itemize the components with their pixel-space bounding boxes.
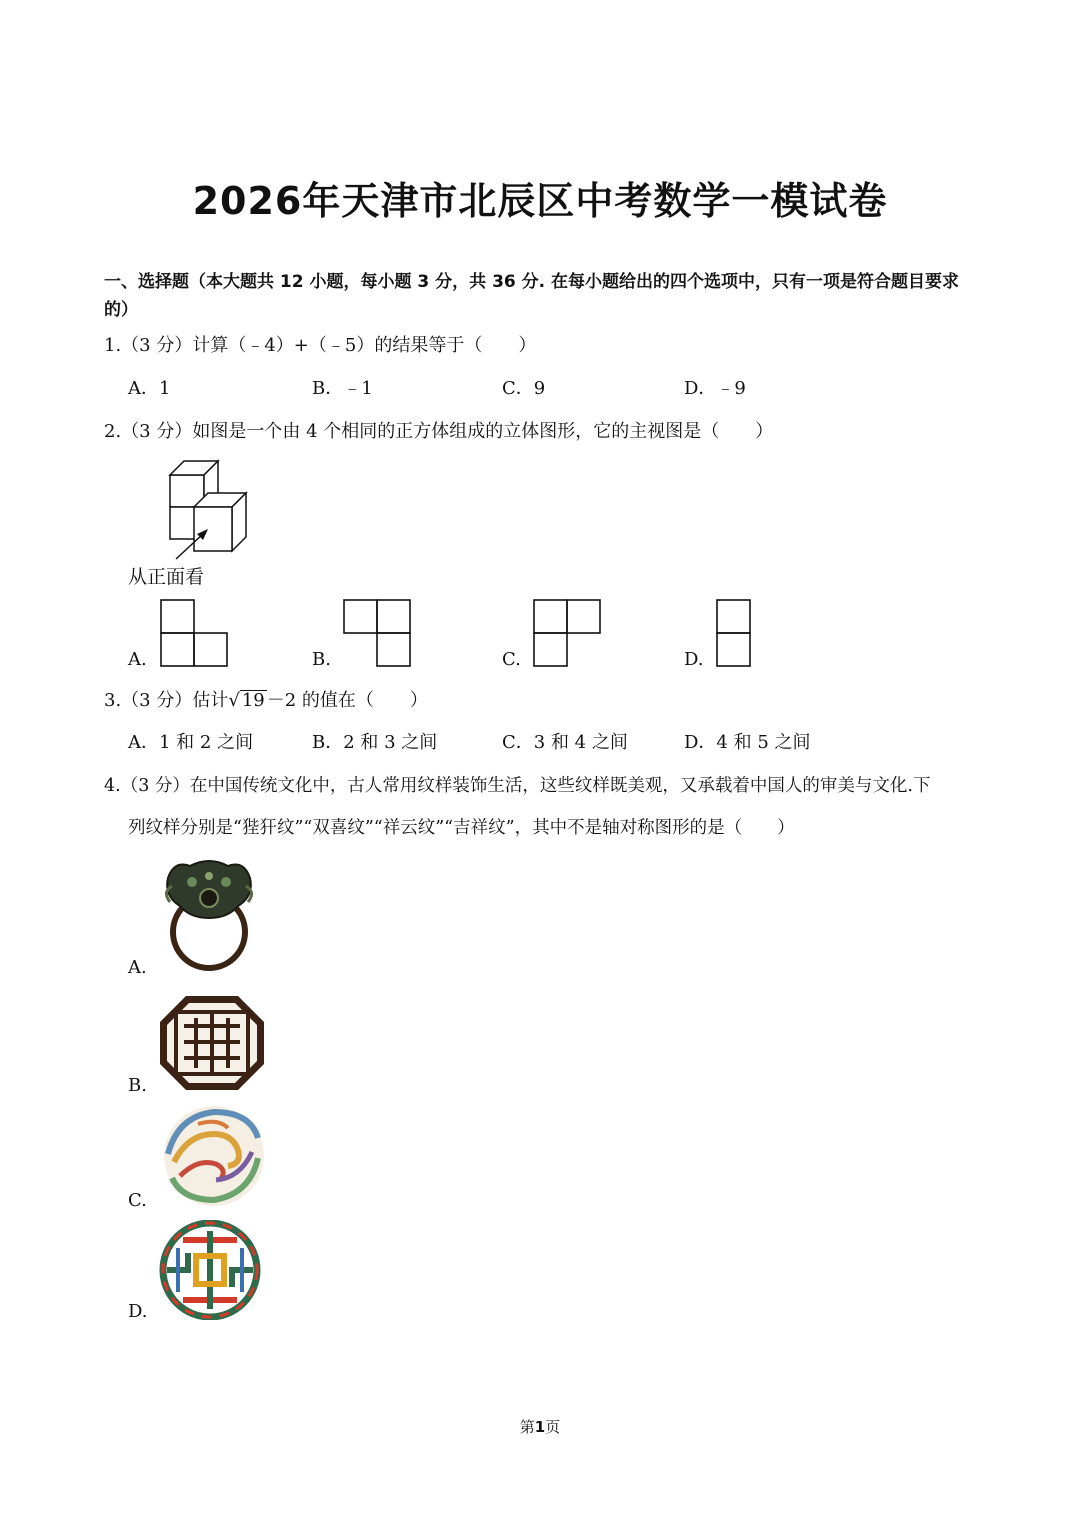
q4-option-b-label: B.	[128, 1075, 147, 1096]
double-happiness-pattern-image	[158, 994, 266, 1092]
q2-option-a-label: A.	[128, 649, 147, 670]
footer-prefix: 第	[519, 1418, 535, 1436]
page-title: 2026年天津市北辰区中考数学一模试卷	[192, 179, 888, 223]
auspicious-cloud-pattern-image	[158, 1104, 270, 1208]
q3-option-a: A．1 和 2 之间	[128, 732, 254, 753]
q4-option-a-label: A.	[128, 957, 147, 978]
page-number-footer	[0, 1416, 1080, 1437]
question-4-line-2: 列纹样分别是“狴犴纹”“双喜纹”“祥云纹”“吉祥纹”，其中不是轴对称图形的是（ ）	[128, 818, 795, 838]
q1-option-a: A．1	[128, 378, 171, 399]
sqrt-symbol: √	[228, 690, 240, 711]
bian-an-pattern-image	[158, 856, 260, 976]
q3-text-suffix: －2 的值在（ ）	[266, 690, 428, 711]
question-1: 1.（3 分）计算（﹣4）+（﹣5）的结果等于（ ）	[104, 335, 537, 356]
q2-option-d-shape	[715, 598, 753, 668]
q2-option-b-label: B.	[312, 649, 331, 670]
q1-option-d: D．﹣9	[684, 378, 746, 399]
q4-option-d-label: D.	[128, 1301, 148, 1322]
q4-option-c-label: C.	[128, 1190, 147, 1211]
footer-suffix: 页	[545, 1418, 561, 1436]
q3-option-d: D．4 和 5 之间	[684, 732, 811, 753]
figure-caption: 从正面看	[128, 566, 205, 588]
q3-option-b: B．2 和 3 之间	[312, 732, 438, 753]
q2-option-b-shape	[342, 598, 412, 668]
sqrt-radicand: 19	[241, 690, 265, 711]
q2-option-a-shape	[159, 598, 229, 668]
question-2: 2.（3 分）如图是一个由 4 个相同的正方体组成的立体图形，它的主视图是（ ）	[104, 421, 774, 442]
page-number: 1	[534, 1418, 546, 1436]
cube-stack-figure	[160, 455, 260, 565]
q2-option-c-label: C.	[502, 649, 521, 670]
section-heading: 一、选择题（本大题共 12 小题，每小题 3 分，共 36 分. 在每小题给出的四个选项中，只有一项是符合题目要求的）	[104, 272, 960, 320]
q1-option-b: B．﹣1	[312, 378, 373, 399]
q2-option-d-label: D.	[684, 649, 704, 670]
auspicious-emblem-pattern-image	[158, 1220, 262, 1320]
question-4-line-1: 4.（3 分）在中国传统文化中，古人常用纹样装饰生活，这些纹样既美观，又承载着中国人的审美与文化.下	[104, 776, 931, 796]
q1-option-c: C．9	[502, 378, 546, 399]
q3-text-prefix: 3.（3 分）估计	[104, 690, 229, 711]
q2-option-c-shape	[532, 598, 602, 668]
q3-option-c: C．3 和 4 之间	[502, 732, 628, 753]
question-3	[104, 688, 428, 714]
